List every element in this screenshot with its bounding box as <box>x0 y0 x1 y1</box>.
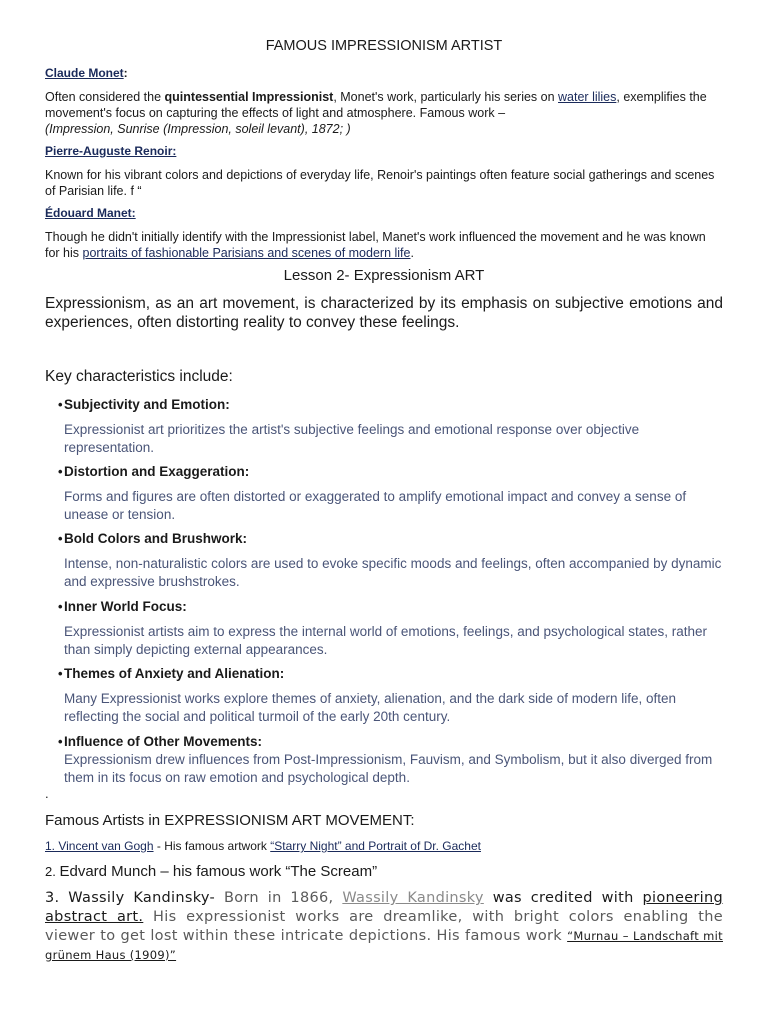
water-lilies-link[interactable]: water lilies <box>558 90 617 104</box>
page-title: FAMOUS IMPRESSIONISM ARTIST <box>265 38 503 54</box>
manet-text-1: Though he didn't initially identify with the Impressionist label, Manet's work influenced the movement and he was known for his <box>45 230 706 260</box>
monet-text-2: , Monet's work, particularly his series on <box>333 90 559 104</box>
characteristic-title: • Influence of Other Movements: <box>58 734 263 749</box>
artist-2-line: 2. Edvard Munch – his famous work “The Scream” <box>45 863 378 880</box>
bullet-icon: • <box>58 666 63 681</box>
monet-heading <box>45 66 128 80</box>
starry-night-link[interactable]: “Starry Night” and Portrait of Dr. Gachet <box>270 839 481 853</box>
stray-period: . <box>45 786 49 801</box>
monet-famous-work: (Impression, Sunrise (Impression, soleil levant), 1872; ) <box>45 122 351 136</box>
manet-text-2: . <box>410 246 414 260</box>
bullet-icon: • <box>58 531 63 546</box>
characteristic-desc: Expressionist artists aim to express the internal world of emotions, feelings, and psychological states, rather than simply depicting external appearances. <box>64 624 708 657</box>
characteristic-desc: Forms and figures are often distorted or exaggerated to amplify emotional impact and convey a sense of unease or tension. <box>64 489 687 522</box>
bullet-icon: • <box>58 599 63 614</box>
renoir-heading: Pierre-Auguste Renoir: <box>45 144 177 158</box>
expressionism-intro: Expressionism, as an art movement, is characterized by its emphasis on subjective emotions and experiences, often distorting reality to convey these feelings. <box>45 295 723 331</box>
manet-paragraph <box>45 229 723 261</box>
characteristic-desc: Expressionism drew influences from Post-Impressionism, Fauvism, and Symbolism, but it also diverged from them in its focus on raw emotion and psychological depth. <box>64 752 713 785</box>
bullet-icon: • <box>58 397 63 412</box>
monet-text-3: , exemplifies the movement's focus on capturing the effects of light and atmosphere. Famous work – <box>45 90 707 120</box>
kandinsky-lead: 3. Wassily Kandinsky- <box>45 890 216 906</box>
bullet-icon: • <box>58 464 63 479</box>
abstract-art-link[interactable]: pioneering abstract art. <box>45 890 724 925</box>
manet-portraits-link[interactable]: portraits of fashionable Parisians and scenes of modern life <box>82 246 411 260</box>
characteristic-title: • Subjectivity and Emotion: <box>58 397 230 412</box>
kandinsky-link[interactable]: Wassily Kandinsky <box>342 890 484 906</box>
murnau-link[interactable]: “Murnau – Landschaft mit grünem Haus (1909)” <box>45 929 723 962</box>
characteristic-title: • Themes of Anxiety and Alienation: <box>58 666 285 681</box>
lesson-title: Lesson 2- Expressionism ART <box>283 267 485 284</box>
characteristic-desc: Expressionist art prioritizes the artist's subjective feelings and emotional response over objective representation. <box>64 422 640 455</box>
characteristic-desc: Intense, non-naturalistic colors are used to evoke specific moods and feelings, often accompanied by dynamic and expressive brushstrokes. <box>64 556 722 589</box>
monet-text-1: Often considered the <box>45 90 165 104</box>
artist-3-paragraph: 3. Wassily Kandinsky- Born in 1866, Wassily Kandinsky was credited with pioneering abstract art. His expressionist works are dreamlike, with bright colors enabling the viewer to get lost within these intricate depictions. His famous work “Murnau – Landschaft mit grünem Haus (1909)” <box>45 890 724 962</box>
key-characteristics-heading: Key characteristics include: <box>45 368 233 385</box>
characteristic-title: • Distortion and Exaggeration: <box>58 464 250 479</box>
monet-bold: quintessential Impressionist <box>164 90 334 104</box>
van-gogh-link[interactable]: 1. Vincent van Gogh <box>45 839 154 853</box>
characteristic-desc: Many Expressionist works explore themes of anxiety, alienation, and the dark side of modern life, often reflecting the social and political turmoil of the early 20th century. <box>64 691 677 724</box>
bullet-icon: • <box>58 734 63 749</box>
artist-1-line: 1. Vincent van Gogh - His famous artwork “Starry Night” and Portrait of Dr. Gachet <box>45 839 481 853</box>
monet-name: Claude Monet <box>45 66 124 80</box>
manet-heading: Édouard Manet: <box>45 206 136 220</box>
renoir-paragraph: Known for his vibrant colors and depictions of everyday life, Renoir's paintings often feature social gatherings and scenes of Parisian life. f “ <box>45 168 715 198</box>
monet-paragraph <box>45 89 723 137</box>
famous-artists-heading: Famous Artists in EXPRESSIONISM ART MOVEMENT: <box>45 812 415 829</box>
characteristic-title: • Bold Colors and Brushwork: <box>58 531 248 546</box>
monet-colon: : <box>123 66 128 80</box>
characteristic-title: • Inner World Focus: <box>58 599 187 614</box>
